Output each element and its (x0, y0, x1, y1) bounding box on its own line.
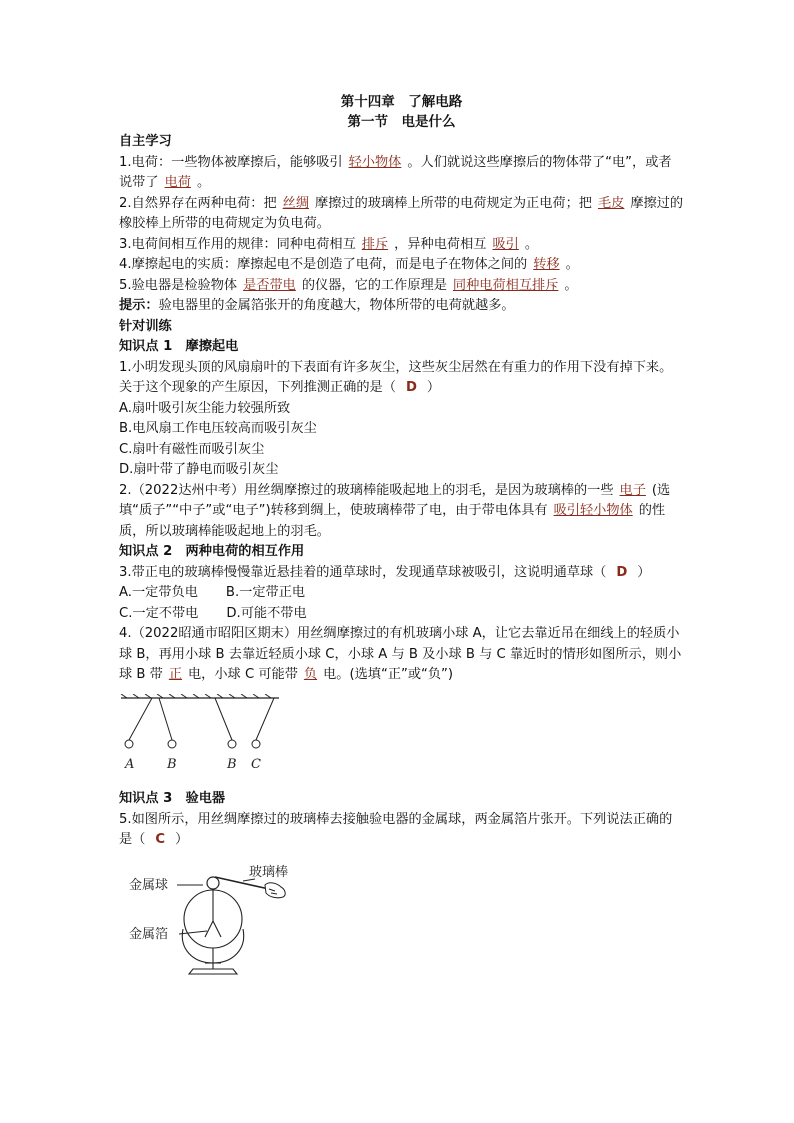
problem-5: 5.如图所示，用丝绸摩擦过的玻璃棒去接触验电器的金属球，两金属箔片张开。下列说法正确的是（ C ） (119, 811, 673, 847)
electroscope-figure (119, 859, 684, 992)
answer-blank: 电荷 (164, 175, 191, 190)
label-ball-b-2: B (227, 756, 237, 772)
choice-answer: C (155, 832, 166, 847)
answer-blank: 负 (303, 667, 318, 682)
label-glass-rod: 玻璃棒 (249, 864, 289, 880)
self-study-q3: 3.电荷间相互作用的规律：同种电荷相互 排斥 ，异种电荷相互 吸引 。 (119, 236, 539, 252)
option-b: B.电风扇工作电压较高而吸引灰尘 (119, 421, 317, 436)
answer-blank: 丝绸 (282, 195, 310, 211)
answer-blank: 毛皮 (597, 195, 625, 211)
choice-answer: D (405, 380, 417, 395)
label-metal-ball: 金属球 (129, 877, 169, 893)
option-c: C.扇叶有磁性而吸引灰尘 (119, 441, 265, 457)
answer-blank: 正 (168, 667, 182, 682)
option-a: A.扇叶吸引灰尘能力较强所致 (119, 400, 291, 416)
knowledge-point-2: 知识点 2 两种电荷的相互作用 (119, 544, 305, 559)
self-study-q5: 5.验电器是检验物体 是否带电 的仪器，它的工作原理是 同种电荷相互排斥 。 (119, 277, 578, 293)
label-ball-c: C (251, 756, 261, 772)
options-row-1: A.一定带负电 B.一定带正电 (119, 585, 306, 600)
worksheet-page (119, 92, 684, 991)
self-study-heading: 自主学习 (119, 134, 172, 149)
knowledge-point-1: 知识点 1 摩擦起电 (119, 339, 239, 354)
tip: 提示：验电器里的金属箔张开的角度越大，物体所带的电荷就越多。 (119, 298, 515, 313)
label-metal-foil: 金属箔 (129, 926, 169, 942)
options-row-2: C.一定不带电 D.可能不带电 (119, 605, 307, 621)
answer-blank: 转移 (533, 257, 560, 272)
problem-1: 1.小明发现头顶的风扇扇叶的下表面有许多灰尘，这些灰尘居然在有重力的作用下没有掉下来。关于这个现象的产生原因，下列推测正确的是（ D ） (119, 359, 673, 395)
label-ball-a: A (125, 756, 135, 772)
choice-answer: D (616, 564, 628, 580)
answer-blank: 排斥 (361, 236, 389, 252)
answer-blank: 同种电荷相互排斥 (452, 277, 559, 293)
answer-blank: 轻小物体 (348, 154, 402, 170)
problem-2: 2.（2022达州中考）用丝绸摩擦过的玻璃棒能吸起地上的羽毛，是因为玻璃棒的一些 电子 (选填“质子”“中子”或“电子”)转移到绸上，使玻璃棒带了电，由于带电体具有 吸引轻小物体 的性质，所以玻璃棒能吸起地上的羽毛。 (119, 482, 671, 539)
label-ball-b: B (167, 756, 177, 772)
section-title: 第一节 电是什么 (347, 114, 456, 130)
answer-blank: 吸引 (492, 236, 519, 252)
chapter-title: 第十四章 了解电路 (340, 94, 463, 110)
option-d: D.扇叶带了静电而吸引灰尘 (119, 462, 279, 477)
hanging-balls-figure (119, 694, 684, 784)
training-heading: 针对训练 (119, 318, 172, 334)
problem-3: 3.带正电的玻璃棒慢慢靠近悬挂着的通草球时，发现通草球被吸引，这说明通草球（ D ） (119, 564, 651, 580)
answer-blank: 电子 (619, 482, 646, 498)
self-study-q2: 2.自然界存在两种电荷：把 丝绸 摩擦过的玻璃棒上所带的电荷规定为正电荷；把 毛皮 摩擦过的橡胶棒上所带的电荷规定为负电荷。 (119, 195, 684, 231)
problem-4: 4.（2022昭通市昭阳区期末）用丝绸摩擦过的有机玻璃小球 A，让它去靠近吊在细线上的轻质小球 B，再用小球 B 去靠近轻质小球 C，小球 A 与 B 及小球 B 与 C 靠近时的情形如图所示，则小球 B 带 正 电，小球 C 可能带 负 电。(选填“正”或“负”) (119, 626, 682, 682)
self-study-q1: 1.电荷：一些物体被摩擦后，能够吸引 轻小物体 。人们就说这些摩擦后的物体带了“电”，或者说带了 电荷 。 (119, 154, 672, 190)
electroscope-diagram (119, 859, 319, 984)
answer-blank: 吸引轻小物体 (553, 503, 633, 518)
self-study-q4: 4.摩擦起电的实质：摩擦起电不是创造了电荷，而是电子在物体之间的 转移 。 (119, 257, 579, 272)
answer-blank: 是否带电 (243, 277, 296, 293)
knowledge-point-3: 知识点 3 验电器 (119, 791, 226, 806)
tip-label: 提示： (119, 298, 159, 313)
hanging-balls-diagram (119, 694, 289, 776)
